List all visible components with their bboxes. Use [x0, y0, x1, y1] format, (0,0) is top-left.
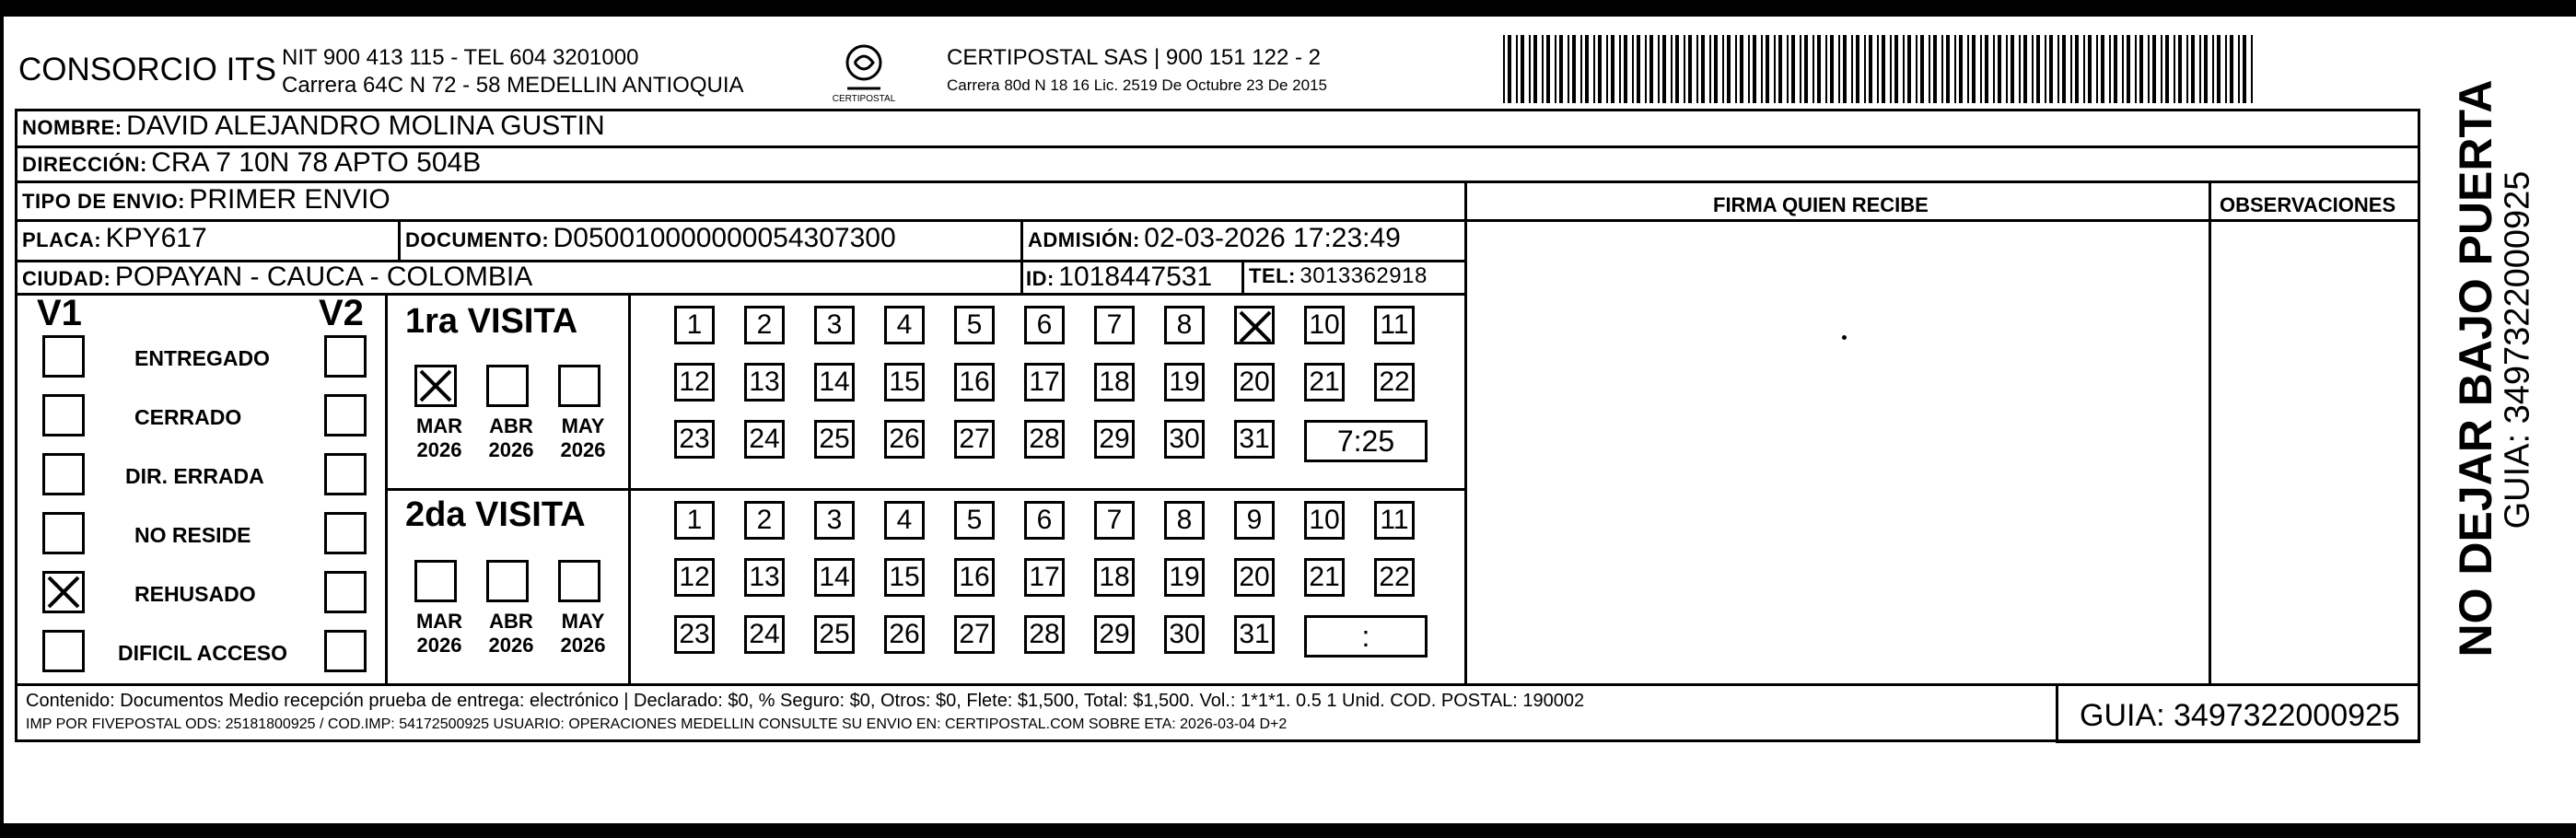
barcode-bar	[1637, 35, 1640, 103]
second-visit-day[interactable]: 17	[1024, 558, 1065, 597]
barcode-bar	[1998, 35, 2001, 103]
first-visit-day[interactable]	[1234, 306, 1275, 344]
bottom-border	[0, 823, 2576, 838]
status-label: DIFICIL ACCESO	[118, 641, 288, 665]
barcode-bar	[2032, 35, 2034, 103]
observaciones-header: OBSERVACIONES	[2220, 193, 2396, 216]
barcode-bar	[2243, 35, 2246, 103]
barcode-bar	[1890, 35, 1892, 103]
column-divider	[2056, 685, 2058, 742]
first-visit-month-mar[interactable]	[414, 365, 457, 407]
second-visit-day[interactable]: 7	[1094, 501, 1135, 540]
month-year: 2026	[416, 438, 462, 461]
first-visit-day[interactable]: 30	[1164, 420, 1205, 459]
v1-checkbox[interactable]	[42, 630, 85, 672]
first-visit-day[interactable]: 29	[1094, 420, 1135, 459]
first-visit-title: 1ra VISITA	[405, 302, 578, 341]
barcode-bar	[1662, 35, 1666, 103]
v2-checkbox[interactable]	[324, 453, 367, 495]
second-visit-day[interactable]: 27	[954, 615, 995, 654]
first-visit-day[interactable]: 25	[814, 420, 855, 459]
month-label	[407, 414, 472, 462]
v2-header: V2	[319, 293, 364, 333]
barcode-bar	[2088, 35, 2092, 103]
row-divider	[2056, 740, 2420, 743]
field-ciudad	[22, 262, 532, 293]
column-divider	[1464, 182, 1467, 685]
direccion-label: DIRECCIÓN:	[22, 153, 147, 176]
barcode-bar	[1869, 35, 1872, 103]
barcode-bar	[1907, 35, 1911, 103]
month-name: ABR	[489, 610, 533, 633]
second-visit-day[interactable]: 26	[884, 615, 925, 654]
barcode-bar	[1972, 35, 1976, 103]
logo-text: CERTIPOSTAL	[832, 94, 896, 104]
barcode-bar	[1882, 35, 1885, 103]
month-name: ABR	[489, 414, 533, 437]
barcode-bar	[1929, 35, 1930, 103]
barcode-bar	[1559, 35, 1563, 103]
barcode-bar	[1903, 35, 1905, 103]
barcode-bar	[1709, 35, 1711, 103]
second-visit-day[interactable]: 25	[814, 615, 855, 654]
first-visit-day[interactable]: 15	[884, 363, 925, 402]
placa-label: PLACA:	[22, 228, 102, 251]
barcode-bar	[1555, 35, 1556, 103]
tel-value: 3013362918	[1300, 263, 1428, 288]
month-year: 2026	[488, 634, 534, 657]
tipo-value: PRIMER ENVIO	[189, 184, 390, 215]
column-divider	[2209, 182, 2211, 685]
barcode-bar	[2122, 35, 2124, 103]
barcode-bar	[1877, 35, 1879, 103]
field-documento	[405, 223, 896, 254]
nombre-label: NOMBRE:	[22, 116, 122, 139]
barcode-bar	[1830, 35, 1834, 103]
barcode-bar	[2230, 35, 2233, 103]
barcode-bar	[1649, 35, 1653, 103]
v2-checkbox[interactable]	[324, 630, 367, 672]
barcode-bar	[1503, 35, 1505, 103]
column-divider	[398, 221, 401, 262]
second-visit-day[interactable]: 20	[1234, 558, 1275, 597]
barcode-bar	[1658, 35, 1660, 103]
v2-checkbox[interactable]	[324, 571, 367, 613]
month-name: MAY	[561, 610, 605, 633]
second-visit-day[interactable]: 28	[1024, 615, 1065, 654]
company-name: CONSORCIO ITS	[18, 52, 277, 87]
barcode-bar	[1967, 35, 1969, 103]
barcode-bar	[2023, 35, 2027, 103]
first-visit-day[interactable]: 11	[1374, 306, 1415, 344]
barcode-bar	[2096, 35, 2098, 103]
first-visit-day[interactable]: 12	[674, 363, 715, 402]
firma-header: FIRMA QUIEN RECIBE	[1713, 193, 1929, 216]
v1-checkbox[interactable]	[42, 394, 85, 436]
barcode-bar	[2191, 35, 2195, 103]
v1-checkbox[interactable]	[42, 571, 85, 613]
barcode-bar	[1619, 35, 1621, 103]
first-visit-day[interactable]: 20	[1234, 363, 1275, 402]
barcode-bar	[2135, 35, 2137, 103]
first-visit-day[interactable]: 24	[744, 420, 785, 459]
barcode-bar	[1993, 35, 1995, 103]
barcode-bar	[1985, 35, 1988, 103]
barcode-bar	[2139, 35, 2143, 103]
barcode-bar	[1778, 35, 1782, 103]
second-visit-day[interactable]: 16	[954, 558, 995, 597]
barcode-bar	[2199, 35, 2201, 103]
barcode-bar	[1688, 35, 1692, 103]
barcode-bar	[1671, 35, 1673, 103]
field-tipo-envio	[22, 184, 390, 215]
first-visit-day[interactable]: 14	[814, 363, 855, 402]
barcode-bar	[1568, 35, 1569, 103]
second-visit-day[interactable]: 2	[744, 501, 785, 540]
second-visit-day[interactable]: 9	[1234, 501, 1275, 540]
barcode-bar	[1753, 35, 1756, 103]
guia-number: GUIA: 3497322000925	[2080, 698, 2400, 733]
barcode-bar	[1585, 35, 1589, 103]
second-visit-month-abr[interactable]	[486, 560, 529, 602]
left-border	[0, 17, 4, 823]
v2-checkbox[interactable]	[324, 335, 367, 378]
barcode-bar	[1843, 35, 1847, 103]
barcode-bar	[2238, 35, 2240, 103]
barcode-bar	[1508, 35, 1511, 103]
company-address: Carrera 64C N 72 - 58 MEDELLIN ANTIOQUIA	[282, 73, 744, 98]
barcode-bar	[1542, 35, 1544, 103]
column-divider	[628, 293, 631, 685]
first-visit-day[interactable]: 3	[814, 306, 855, 344]
barcode-bar	[1593, 35, 1595, 103]
second-visit-day[interactable]: 11	[1374, 501, 1415, 540]
barcode-bar	[2152, 35, 2156, 103]
v2-checkbox[interactable]	[324, 394, 367, 436]
field-nombre	[22, 111, 605, 142]
barcode-bar	[1748, 35, 1750, 103]
first-visit-day[interactable]: 6	[1024, 306, 1065, 344]
second-visit-time[interactable]: :	[1304, 615, 1428, 658]
second-visit-day[interactable]: 8	[1164, 501, 1205, 540]
barcode-bar	[2011, 35, 2014, 103]
barcode-bar	[2070, 35, 2072, 103]
barcode	[1503, 35, 2258, 103]
top-border	[0, 0, 2576, 17]
second-visit-day[interactable]: 18	[1094, 558, 1135, 597]
first-visit-day[interactable]: 10	[1304, 306, 1345, 344]
month-name: MAR	[415, 610, 463, 633]
id-value: 1018447531	[1058, 262, 1213, 292]
barcode-bar	[1761, 35, 1763, 103]
content-details: Contenido: Documentos Medio recepción prueba de entrega: electrónico | Declarado: $0, % Seguro: $0, Otros: $0, Flete: $1,500, Total: $1,500. Vol.: 1*1*1. 0.5 1 Unid. COD. POSTAL: 190002	[26, 691, 1585, 711]
barcode-bar	[1645, 35, 1647, 103]
field-tel	[1249, 263, 1428, 289]
barcode-bar	[2101, 35, 2104, 103]
company-nit: NIT 900 413 115 - TEL 604 3201000	[282, 45, 639, 70]
barcode-bar	[2251, 35, 2253, 103]
first-visit-day[interactable]: 19	[1164, 363, 1205, 402]
second-visit-day[interactable]: 3	[814, 501, 855, 540]
second-visit-day[interactable]: 1	[674, 501, 715, 540]
first-visit-day[interactable]: 17	[1024, 363, 1065, 402]
month-label	[479, 610, 543, 658]
first-visit-day[interactable]: 28	[1024, 420, 1065, 459]
barcode-bar	[1521, 35, 1524, 103]
first-visit-day[interactable]: 4	[884, 306, 925, 344]
second-visit-day[interactable]: 30	[1164, 615, 1205, 654]
first-visit-day[interactable]: 31	[1234, 420, 1275, 459]
first-visit-month-may[interactable]	[558, 365, 600, 407]
barcode-bar	[1675, 35, 1679, 103]
status-label: CERRADO	[134, 405, 242, 429]
barcode-bar	[1946, 35, 1950, 103]
status-label: ENTREGADO	[134, 346, 270, 370]
second-visit-day[interactable]: 29	[1094, 615, 1135, 654]
barcode-bar	[1516, 35, 1518, 103]
second-visit-day[interactable]: 6	[1024, 501, 1065, 540]
barcode-bar	[2212, 35, 2214, 103]
first-visit-month-abr[interactable]	[486, 365, 529, 407]
second-visit-day[interactable]: 14	[814, 558, 855, 597]
barcode-bar	[1766, 35, 1769, 103]
admision-value: 02-03-2026 17:23:49	[1144, 223, 1401, 253]
barcode-bar	[2045, 35, 2046, 103]
barcode-bar	[1851, 35, 1853, 103]
barcode-bar	[1701, 35, 1705, 103]
barcode-bar	[1598, 35, 1602, 103]
first-visit-day[interactable]: 8	[1164, 306, 1205, 344]
barcode-bar	[1606, 35, 1608, 103]
second-visit-day[interactable]: 21	[1304, 558, 1345, 597]
barcode-bar	[2174, 35, 2175, 103]
certipostal-info	[947, 44, 1327, 99]
ciudad-value: POPAYAN - CAUCA - COLOMBIA	[114, 262, 533, 292]
placa-value: KPY617	[105, 223, 207, 253]
second-visit-day[interactable]: 19	[1164, 558, 1205, 597]
admision-label: ADMISIÓN:	[1028, 228, 1140, 251]
row-divider	[15, 683, 2420, 686]
barcode-bar	[1856, 35, 1859, 103]
barcode-bar	[1791, 35, 1795, 103]
barcode-bar	[1817, 35, 1821, 103]
second-visit-day[interactable]: 23	[674, 615, 715, 654]
barcode-bar	[2127, 35, 2130, 103]
second-visit-day[interactable]: 24	[744, 615, 785, 654]
barcode-bar	[2075, 35, 2079, 103]
ciudad-label: CIUDAD:	[22, 267, 111, 290]
first-visit-day[interactable]: 23	[674, 420, 715, 459]
month-name: MAY	[561, 414, 605, 437]
first-visit-day[interactable]: 26	[884, 420, 925, 459]
month-year: 2026	[560, 438, 606, 461]
second-visit-day[interactable]: 22	[1374, 558, 1415, 597]
barcode-bar	[2186, 35, 2188, 103]
barcode-bar	[1941, 35, 1943, 103]
first-visit-day[interactable]: 21	[1304, 363, 1345, 402]
barcode-bar	[2165, 35, 2169, 103]
second-visit-title: 2da VISITA	[405, 495, 586, 534]
barcode-bar	[2225, 35, 2227, 103]
second-visit-day[interactable]: 13	[744, 558, 785, 597]
barcode-bar	[1804, 35, 1808, 103]
first-visit-day[interactable]: 2	[744, 306, 785, 344]
month-label	[407, 610, 472, 658]
barcode-bar	[1959, 35, 1963, 103]
first-visit-day[interactable]: 22	[1374, 363, 1415, 402]
tel-label: TEL:	[1249, 264, 1296, 287]
barcode-bar	[2178, 35, 2182, 103]
barcode-bar	[2217, 35, 2220, 103]
first-visit-day[interactable]: 18	[1094, 363, 1135, 402]
barcode-bar	[1954, 35, 1956, 103]
column-divider	[1020, 221, 1023, 295]
barcode-bar	[2019, 35, 2021, 103]
side-guia: GUIA: 3497322000925	[2498, 170, 2537, 530]
status-label: NO RESIDE	[134, 523, 251, 547]
certipostal-license: Carrera 80d N 18 16 Lic. 2519 De Octubre 23 De 2015	[947, 76, 1327, 94]
print-details: IMP POR FIVEPOSTAL ODS: 25181800925 / COD.IMP: 54172500925 USUARIO: OPERACIONES MEDELLIN CONSULTE SU ENVIO EN: CERTIPOSTAL.COM SOBRE ETA: 2026-03-04 D+2	[26, 716, 1288, 732]
tipo-label: TIPO DE ENVIO:	[22, 190, 185, 213]
barcode-bar	[1916, 35, 1917, 103]
no-dejar-bajo-puerta: NO DEJAR BAJO PUERTA	[2450, 79, 2501, 658]
column-divider	[385, 293, 388, 685]
barcode-bar	[2057, 35, 2059, 103]
second-visit-day[interactable]: 5	[954, 501, 995, 540]
second-visit-month-mar[interactable]	[414, 560, 457, 602]
id-label: ID:	[1026, 267, 1055, 290]
first-visit-day[interactable]: 7	[1094, 306, 1135, 344]
barcode-bar	[2204, 35, 2208, 103]
barcode-bar	[1894, 35, 1898, 103]
barcode-bar	[1787, 35, 1789, 103]
first-visit-day[interactable]: 1	[674, 306, 715, 344]
month-label	[551, 414, 615, 462]
barcode-bar	[1933, 35, 1937, 103]
barcode-bar	[1533, 35, 1537, 103]
barcode-bar	[1580, 35, 1582, 103]
barcode-bar	[1722, 35, 1724, 103]
field-id	[1026, 262, 1212, 293]
barcode-bar	[1774, 35, 1776, 103]
field-direccion	[22, 147, 481, 179]
barcode-bar	[1624, 35, 1627, 103]
row-divider	[15, 219, 2420, 222]
barcode-bar	[2006, 35, 2008, 103]
documento-value: D050010000000054307300	[553, 223, 896, 253]
first-visit-day[interactable]: 5	[954, 306, 995, 344]
first-visit-day[interactable]: 13	[744, 363, 785, 402]
barcode-bar	[1529, 35, 1531, 103]
barcode-bar	[1800, 35, 1801, 103]
status-label: REHUSADO	[134, 582, 256, 606]
second-visit-day[interactable]: 10	[1304, 501, 1345, 540]
barcode-bar	[1714, 35, 1718, 103]
v1-header: V1	[37, 293, 82, 333]
barcode-bar	[2083, 35, 2085, 103]
month-label	[551, 610, 615, 658]
month-year: 2026	[488, 438, 534, 461]
month-name: MAR	[415, 414, 463, 437]
barcode-bar	[1684, 35, 1685, 103]
field-placa	[22, 223, 207, 254]
barcode-bar	[2114, 35, 2117, 103]
certipostal-logo	[827, 41, 901, 105]
status-label: DIR. ERRADA	[125, 464, 264, 488]
barcode-bar	[1920, 35, 1924, 103]
barcode-bar	[2049, 35, 2053, 103]
v1-checkbox[interactable]	[42, 335, 85, 378]
nombre-value: DAVID ALEJANDRO MOLINA GUSTIN	[126, 111, 605, 141]
second-visit-day[interactable]: 15	[884, 558, 925, 597]
documento-label: DOCUMENTO:	[405, 228, 550, 251]
first-visit-time[interactable]: 7:25	[1304, 420, 1428, 462]
barcode-bar	[2161, 35, 2162, 103]
first-visit-day[interactable]: 16	[954, 363, 995, 402]
barcode-bar	[1838, 35, 1840, 103]
barcode-bar	[2148, 35, 2150, 103]
barcode-bar	[1980, 35, 1982, 103]
barcode-bar	[1825, 35, 1827, 103]
second-visit-month-may[interactable]	[558, 560, 600, 602]
barcode-bar	[1546, 35, 1550, 103]
barcode-bar	[1740, 35, 1743, 103]
v2-checkbox[interactable]	[324, 512, 367, 554]
barcode-bar	[1572, 35, 1576, 103]
month-year: 2026	[560, 634, 606, 657]
v1-checkbox[interactable]	[42, 453, 85, 495]
barcode-bar	[1611, 35, 1614, 103]
second-visit-day[interactable]: 31	[1234, 615, 1275, 654]
barcode-bar	[1735, 35, 1737, 103]
direccion-value: CRA 7 10N 78 APTO 504B	[151, 147, 482, 178]
barcode-bar	[1632, 35, 1634, 103]
barcode-bar	[1727, 35, 1731, 103]
v1-checkbox[interactable]	[42, 512, 85, 554]
first-visit-day[interactable]: 27	[954, 420, 995, 459]
barcode-bar	[1813, 35, 1814, 103]
barcode-bar	[1864, 35, 1866, 103]
second-visit-day[interactable]: 12	[674, 558, 715, 597]
row-divider	[387, 488, 1466, 491]
month-label	[479, 414, 543, 462]
second-visit-day[interactable]: 4	[884, 501, 925, 540]
field-admision	[1028, 223, 1401, 254]
barcode-bar	[2109, 35, 2111, 103]
column-divider	[1241, 262, 1244, 295]
row-divider	[15, 180, 2420, 183]
certipostal-nit: CERTIPOSTAL SAS | 900 151 122 - 2	[947, 45, 1321, 70]
row-divider	[15, 293, 1466, 296]
company-info	[282, 44, 744, 99]
month-year: 2026	[416, 634, 462, 657]
barcode-bar	[2036, 35, 2040, 103]
barcode-bar	[1696, 35, 1698, 103]
signature-mark	[1842, 335, 1847, 340]
barcode-bar	[2062, 35, 2066, 103]
